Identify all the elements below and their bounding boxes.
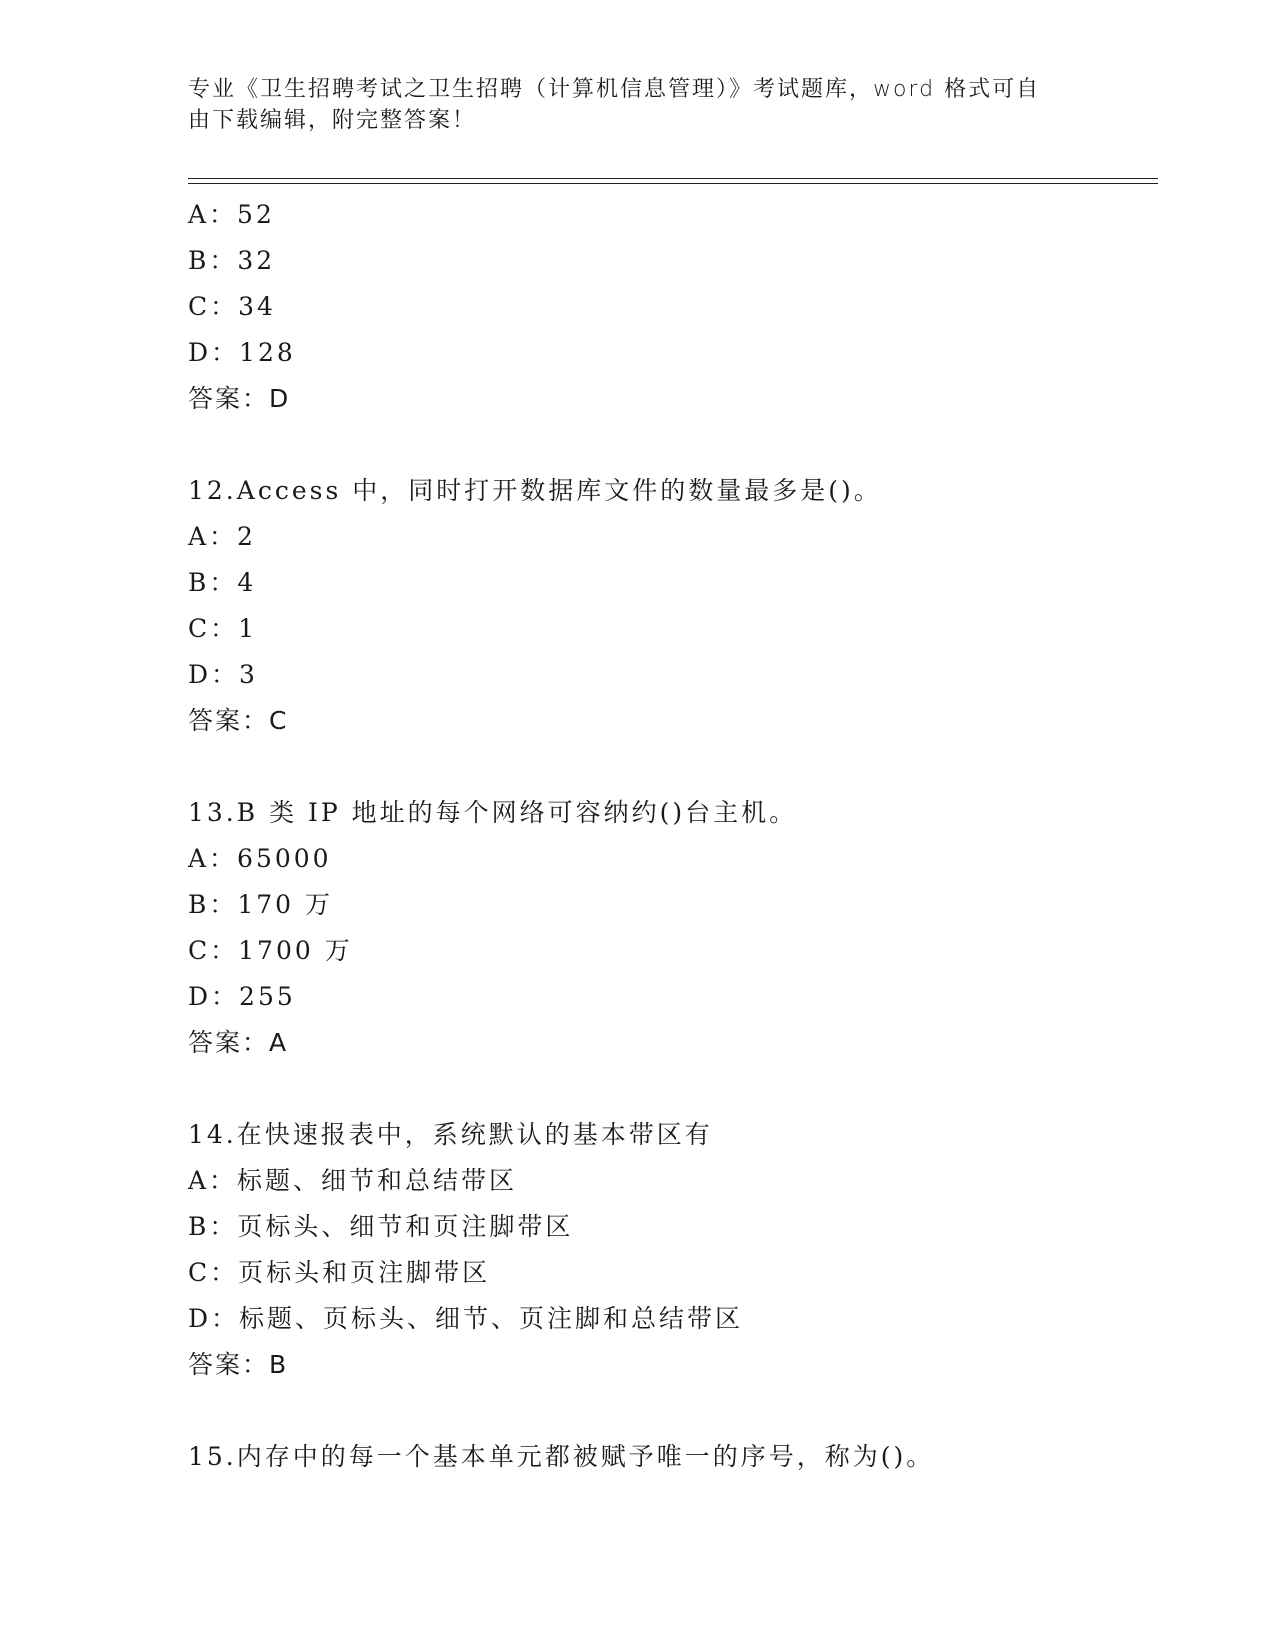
option-b: B：4: [188, 568, 257, 597]
option-a: A：52: [188, 200, 275, 229]
spacer: [188, 422, 1158, 468]
question-list: [188, 192, 1158, 1480]
option-a: A：2: [188, 522, 256, 551]
option-d: D：128: [188, 338, 296, 367]
option-a: A：65000: [188, 844, 332, 873]
option-b: B：页标头、细节和页注脚带区: [188, 1212, 574, 1241]
answer: 答案：C: [188, 706, 289, 735]
spacer: [188, 1388, 1158, 1434]
option-c: C：1700 万: [188, 936, 353, 965]
header-line-2: 由下载编辑，附完整答案！: [188, 108, 477, 133]
answer: 答案：D: [188, 384, 291, 413]
spacer: [188, 1066, 1158, 1112]
question-text: 13.B 类 IP 地址的每个网络可容纳约()台主机。: [188, 798, 798, 827]
header-divider-top: [188, 178, 1158, 179]
question-13: [188, 790, 1158, 1066]
option-d: D：3: [188, 660, 258, 689]
header-divider-bottom: [188, 183, 1158, 184]
question-text: 14.在快速报表中，系统默认的基本带区有: [188, 1120, 713, 1149]
answer: 答案：B: [188, 1350, 289, 1379]
question-14: [188, 1112, 1158, 1388]
question-11: [188, 192, 1158, 422]
document-header: [188, 74, 1088, 136]
answer: 答案：A: [188, 1028, 289, 1057]
option-b: B：32: [188, 246, 276, 275]
question-12: [188, 468, 1158, 744]
option-b: B：170 万: [188, 890, 334, 919]
header-line-1: 专业《卫生招聘考试之卫生招聘（计算机信息管理）》考试题库，word 格式可自: [188, 77, 1041, 102]
option-d: D：255: [188, 982, 296, 1011]
question-15: [188, 1434, 1158, 1480]
question-text: 12.Access 中，同时打开数据库文件的数量最多是()。: [188, 476, 882, 505]
question-text: 15.内存中的每一个基本单元都被赋予唯一的序号，称为()。: [188, 1442, 935, 1471]
option-c: C：34: [188, 292, 276, 321]
spacer: [188, 744, 1158, 790]
option-a: A：标题、细节和总结带区: [188, 1166, 518, 1195]
option-d: D：标题、页标头、细节、页注脚和总结带区: [188, 1304, 744, 1333]
option-c: C：1: [188, 614, 258, 643]
option-c: C：页标头和页注脚带区: [188, 1258, 491, 1287]
